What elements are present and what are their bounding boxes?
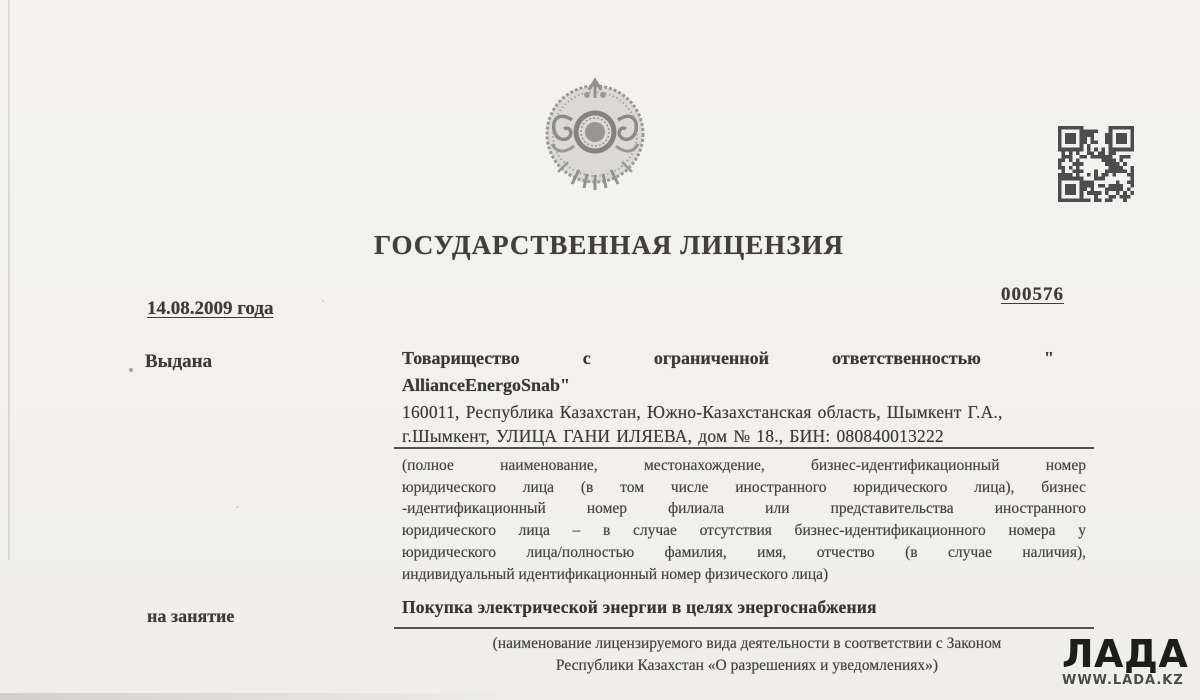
address-underline xyxy=(394,447,1094,449)
document-title: ГОСУДАРСТВЕННАЯ ЛИЦЕНЗИЯ xyxy=(373,230,845,260)
activity-note-line2: Республики Казахстан «О разрешениях и уведомлениях») xyxy=(555,657,939,674)
company-name-line2: AllianceEnergoSnab" xyxy=(402,375,571,395)
fine-print-line: (полное наименование, местонахождение, бизнес-идентификационный номер xyxy=(402,457,1086,474)
license-number: 000576 xyxy=(1001,284,1064,305)
fine-print-line: юридического лица – в случае отсутствия бизнес-идентификационного номера у xyxy=(402,522,1086,540)
lada-logo: ЛАДА xyxy=(1062,632,1189,676)
fine-print-note xyxy=(402,455,1086,585)
issue-date: 14.08.2009 года xyxy=(147,298,274,319)
scan-artifact xyxy=(0,693,520,700)
address-line2: г.Шымкент, УЛИЦА ГАНИ ИЛЯЕВА, дом № 18., БИН: 080840013222 xyxy=(402,426,944,446)
scan-artifact xyxy=(8,0,10,560)
activity-note xyxy=(400,633,1094,677)
issued-to-label: Выдана xyxy=(145,351,213,372)
kazakhstan-emblem-icon xyxy=(534,68,656,196)
scan-artifact xyxy=(322,300,324,302)
company-name-line1: Товарищество с ограниченной ответственностью " xyxy=(402,348,1054,368)
lada-site-url: WWW.LADA.KZ xyxy=(1062,673,1184,688)
activity-underline xyxy=(394,627,1094,629)
company-address xyxy=(402,400,1003,448)
scan-artifact xyxy=(236,506,239,508)
fine-print-line: -идентификационный номер филиала или представительства иностранного xyxy=(402,500,1086,518)
activity-value: Покупка электрической энергии в целях энергоснабжения xyxy=(402,597,877,617)
activity-note-line1: (наименование лицензируемого вида деятельности в соответствии с Законом xyxy=(492,635,1002,652)
fine-print-line: индивидуальный идентификационный номер физического лица) xyxy=(402,565,829,583)
fine-print-line: юридического лица (в том числе иностранного юридического лица), бизнес xyxy=(402,478,1086,496)
qr-code-icon xyxy=(1058,126,1134,202)
address-line1: 160011, Республика Казахстан, Южно-Казахстанская область, Шымкент Г.А., xyxy=(402,402,1003,422)
fine-print-line: юридического лица/полностью фамилия, имя, отчество (в случае наличия), xyxy=(402,543,1086,561)
scan-artifact xyxy=(129,368,133,372)
lada-watermark xyxy=(1062,634,1194,688)
activity-label: на занятие xyxy=(147,606,235,626)
company-name xyxy=(402,345,1054,399)
